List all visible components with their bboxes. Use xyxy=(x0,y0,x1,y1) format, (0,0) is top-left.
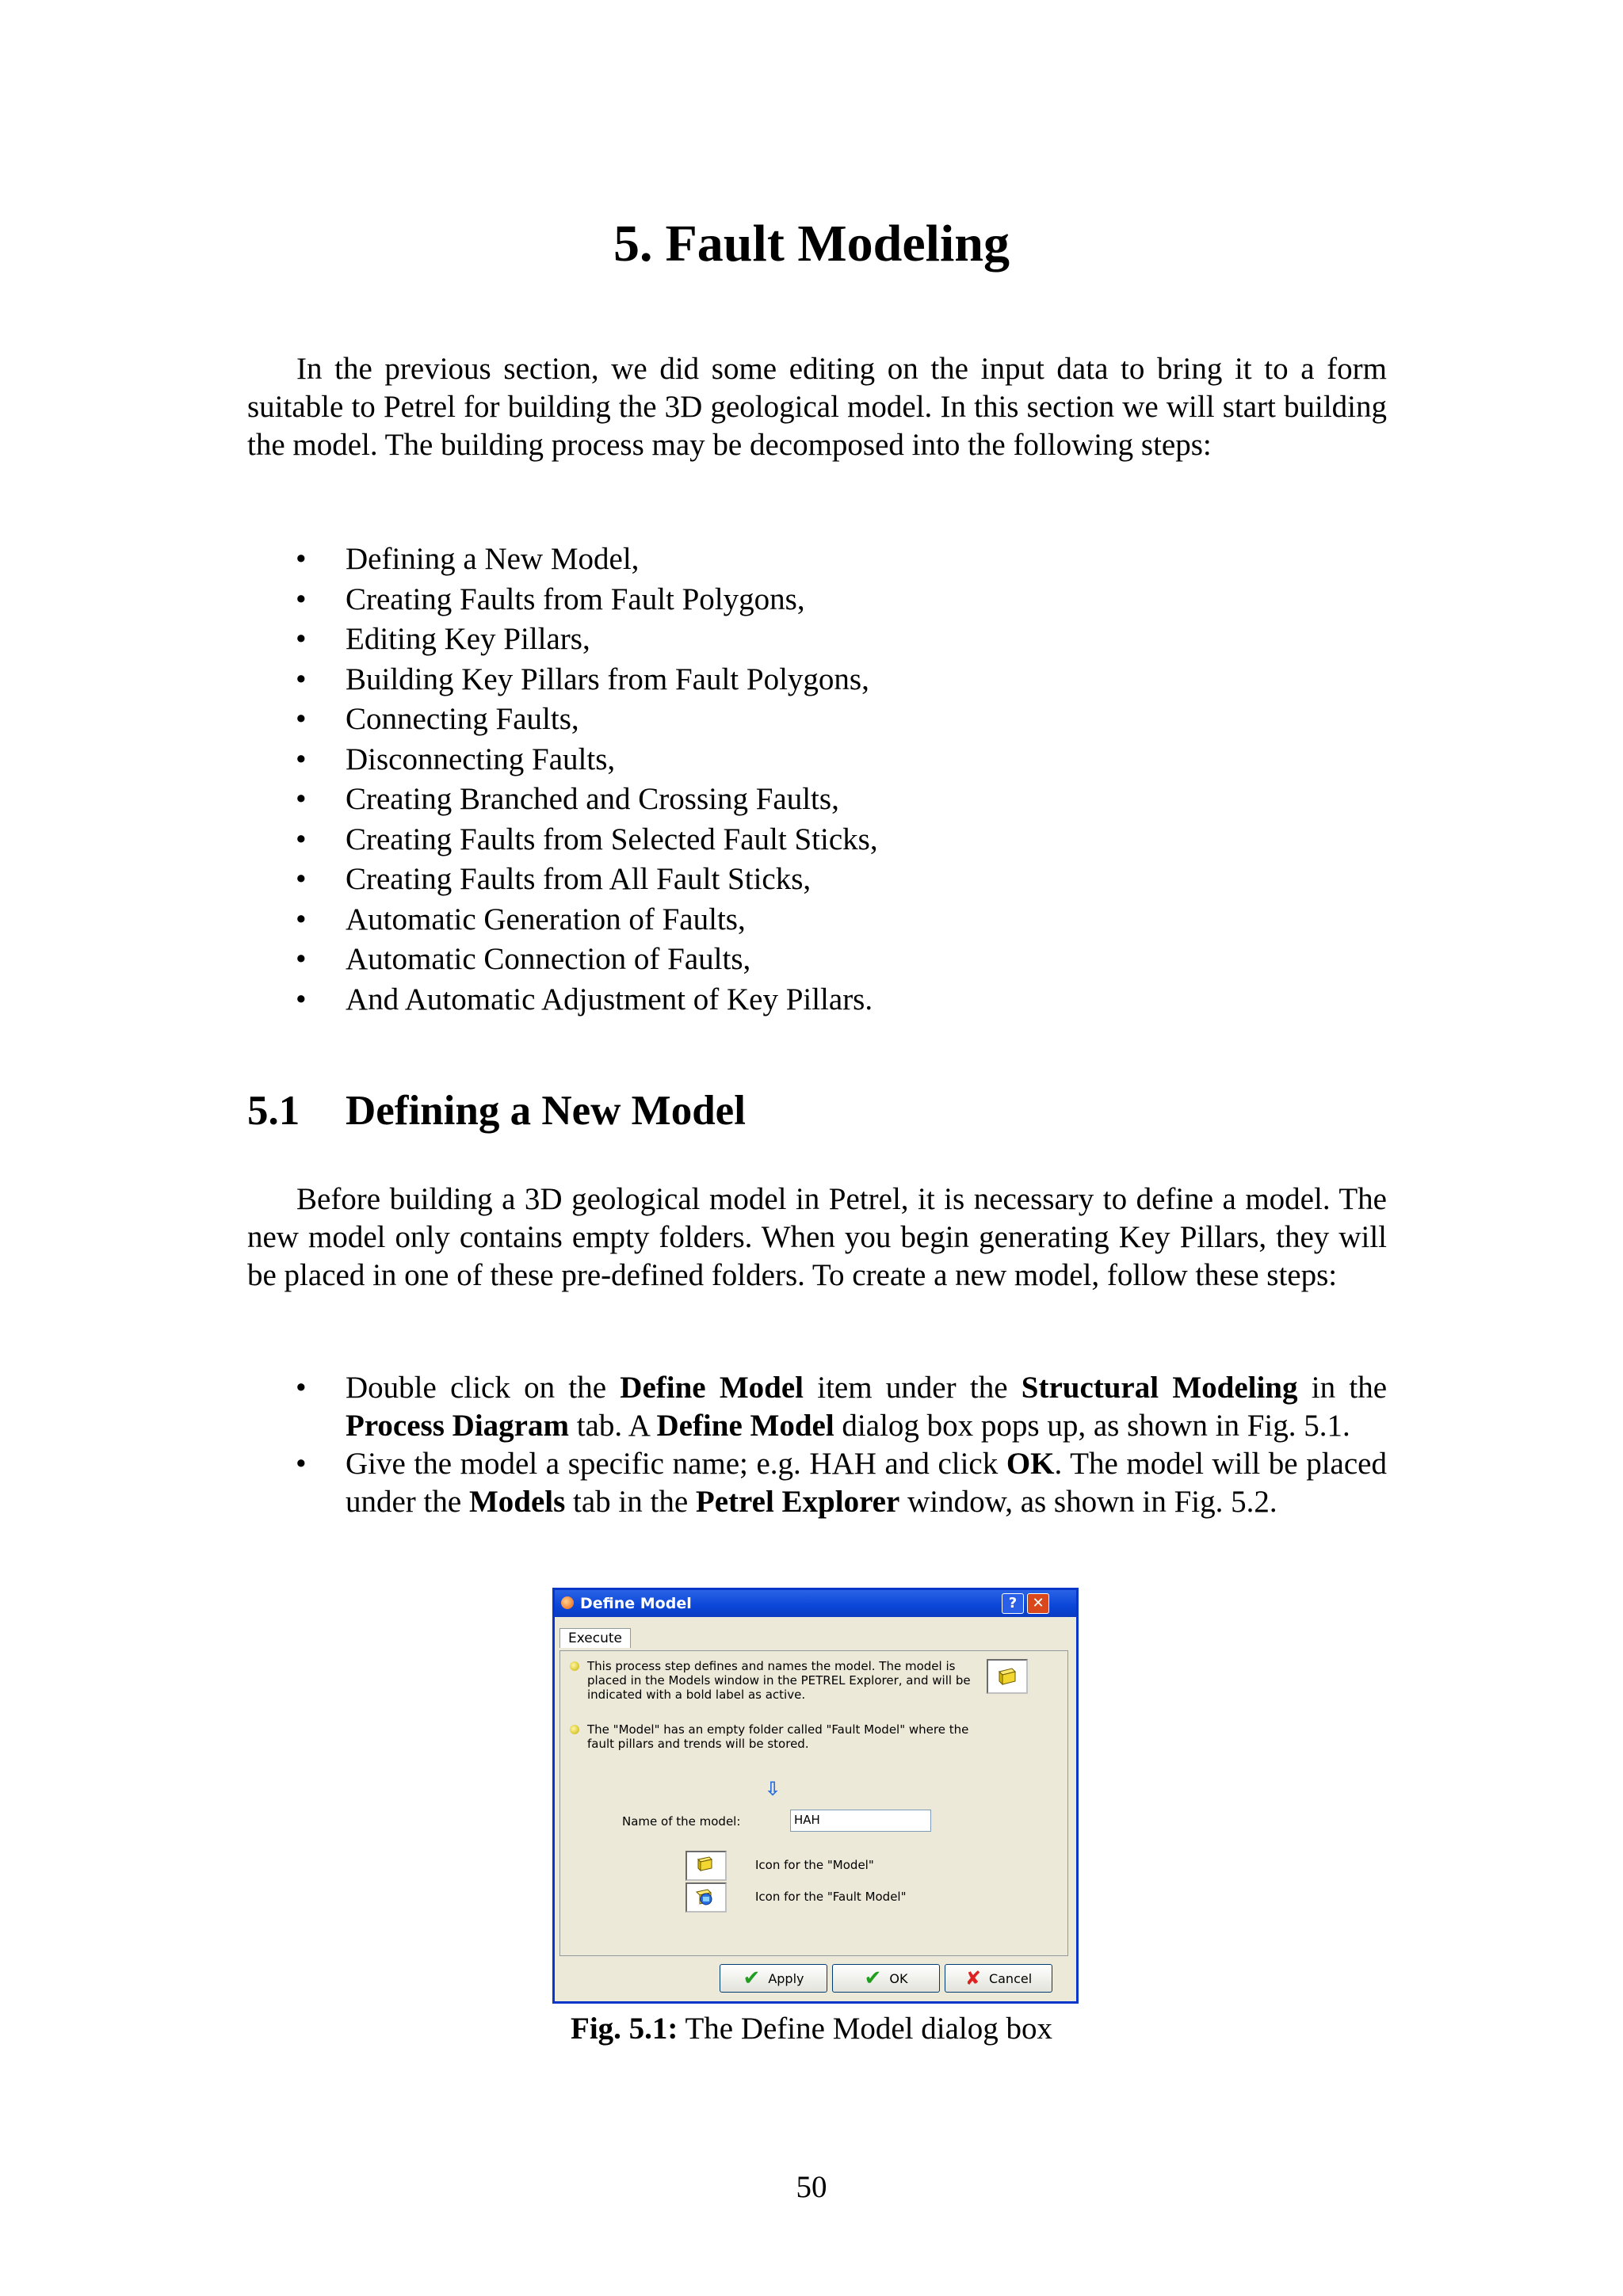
model-name-input[interactable]: HAH xyxy=(790,1810,931,1832)
dialog-titlebar[interactable] xyxy=(555,1590,1076,1617)
tab-execute[interactable]: Execute xyxy=(559,1628,631,1648)
define-model-dialog xyxy=(552,1588,1079,2004)
info-bullet-icon xyxy=(570,1725,579,1734)
info-bullet-icon xyxy=(570,1661,579,1671)
model-icon-swatch[interactable] xyxy=(685,1851,727,1881)
chapter-number: 5. xyxy=(613,215,653,273)
section-number: 5.1 xyxy=(247,1088,300,1134)
fault-model-icon-swatch[interactable] xyxy=(685,1882,727,1913)
instruction-item: • Give the model a specific name; e.g. HAH and click OK. The model will be placed under the Models tab in the Petrel Explorer window, as shown in Fig. 5.2. xyxy=(296,1447,1387,1519)
fault-model-icon-label: Icon for the "Fault Model" xyxy=(755,1890,907,1904)
help-button[interactable]: ? xyxy=(1002,1593,1024,1614)
figure-caption-text: The Define Model dialog box xyxy=(678,2012,1052,2046)
info-note: This process step defines and names the model. The model is placed in the Models window in the PETREL Explorer, and will be indicated with a bold label as active. xyxy=(570,1659,974,1702)
list-item: • Building Key Pillars from Fault Polygons, xyxy=(296,662,869,696)
list-item: • Creating Branched and Crossing Faults, xyxy=(296,782,839,816)
instruction-item: • Double click on the Define Model item under the Structural Modeling in the Process Diagram tab. A Define Model dialog box pops up, as shown in Fig. 5.1. xyxy=(296,1371,1388,1443)
instructions-list xyxy=(296,1369,1387,1521)
list-item: • Creating Faults from Selected Fault Sticks, xyxy=(296,822,878,856)
list-item: • And Automatic Adjustment of Key Pillars. xyxy=(296,982,873,1016)
intro-paragraph: In the previous section, we did some editing on the input data to bring it to a form suitable to Petrel for building the 3D geological model. In this section we will start building the model. The building process may be decomposed into the following steps: xyxy=(247,352,1387,462)
list-item: • Editing Key Pillars, xyxy=(296,622,590,656)
list-item: • Automatic Generation of Faults, xyxy=(296,902,746,936)
check-icon: ✔ xyxy=(864,1966,882,1990)
close-button[interactable]: ✕ xyxy=(1027,1593,1049,1614)
list-item: • Connecting Faults, xyxy=(296,702,579,736)
cancel-button[interactable]: ✘ Cancel xyxy=(945,1964,1052,1993)
figure-label: Fig. 5.1: xyxy=(571,2012,678,2046)
execute-panel xyxy=(559,1650,1068,1956)
info-note: The "Model" has an empty folder called "Fault Model" where the fault pillars and trends will be stored. xyxy=(570,1722,974,1751)
chapter-title xyxy=(0,214,1623,274)
cancel-x-icon: ✘ xyxy=(964,1967,981,1989)
apply-button[interactable]: ✔ Apply xyxy=(720,1964,827,1993)
ok-button[interactable]: ✔ OK xyxy=(832,1964,940,1993)
dialog-body xyxy=(555,1617,1076,2001)
page-number: 50 xyxy=(796,2170,827,2204)
section-paragraph: Before building a 3D geological model in Petrel, it is necessary to define a model. The new model only contains empty folders. When you begin generating Key Pillars, they will be placed in one of these pre-defined folders. To create a new model, follow these steps: xyxy=(247,1182,1387,1292)
list-item: • Creating Faults from All Fault Sticks, xyxy=(296,862,812,896)
chapter-title-text: Fault Modeling xyxy=(665,215,1010,273)
list-item: • Disconnecting Faults, xyxy=(296,742,616,776)
arrow-down-icon: ⇩ xyxy=(765,1778,781,1800)
list-item: • Automatic Connection of Faults, xyxy=(296,942,751,976)
section-heading xyxy=(247,1087,746,1135)
model-cube-icon xyxy=(987,1659,1028,1694)
check-icon: ✔ xyxy=(743,1966,761,1990)
model-name-label: Name of the model: xyxy=(622,1814,741,1829)
model-icon-label: Icon for the "Model" xyxy=(755,1858,874,1872)
dialog-title: Define Model xyxy=(580,1595,692,1612)
list-item: • Defining a New Model, xyxy=(296,542,640,576)
figure-caption xyxy=(0,2011,1623,2046)
app-icon xyxy=(561,1596,574,1609)
section-title: Defining a New Model xyxy=(346,1088,746,1134)
list-item: • Creating Faults from Fault Polygons, xyxy=(296,582,805,616)
steps-list xyxy=(296,540,1387,1020)
